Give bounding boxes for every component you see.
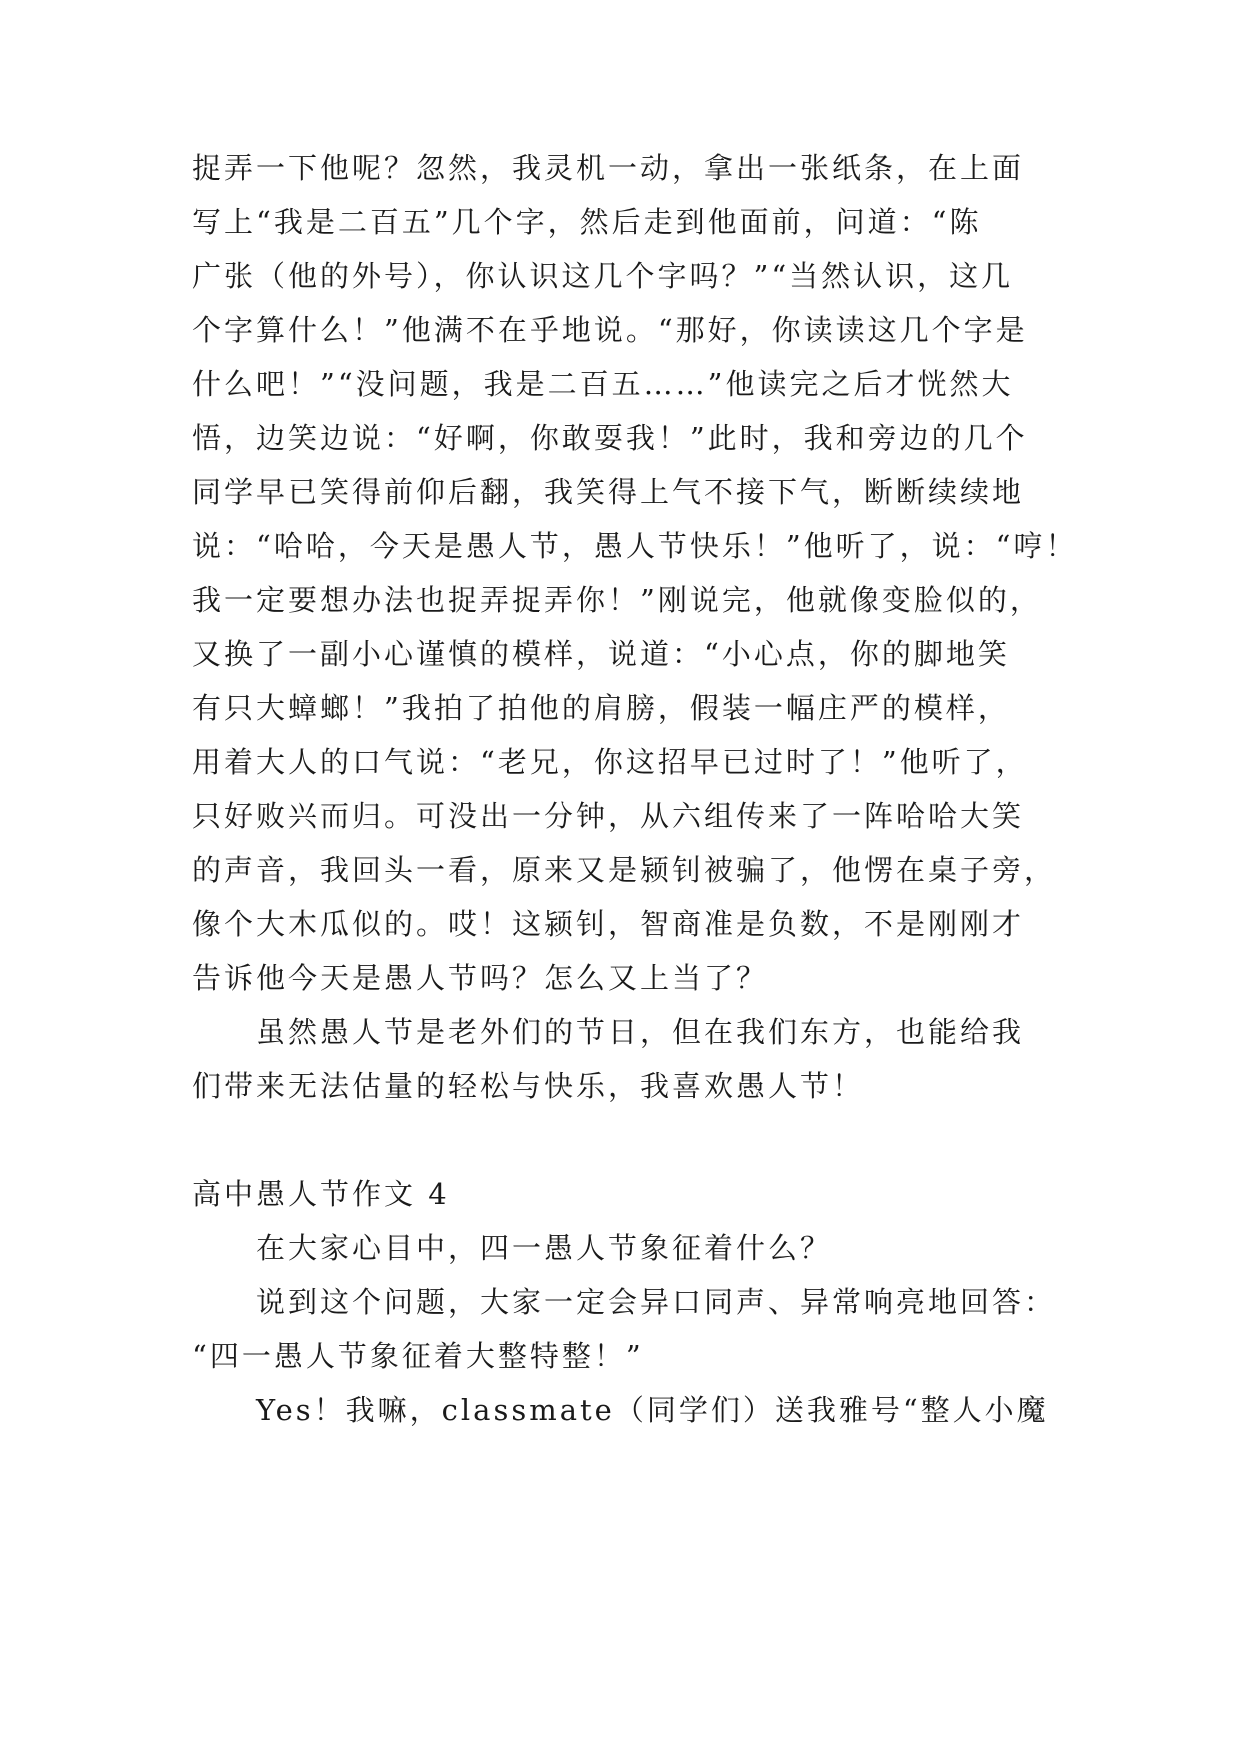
- text-line: 有只大蟑螂！”我拍了拍他的肩膀，假装一幅庄严的模样，: [192, 691, 1010, 725]
- text-line: 广张（他的外号），你认识这几个字吗？”“当然认识，这几: [192, 259, 1014, 293]
- text-line: 我一定要想办法也捉弄捉弄你！”刚说完，他就像变脸似的，: [192, 583, 1042, 617]
- paragraph-start: 虽然愚人节是老外们的节日，但在我们东方，也能给我: [256, 1015, 1025, 1049]
- text-line: 个字算什么！”他满不在乎地说。“那好，你读读这几个字是: [192, 313, 1028, 347]
- section-heading: 高中愚人节作文 4: [192, 1177, 450, 1211]
- text-line: 用着大人的口气说：“老兄，你这招早已过时了！”他听了，: [192, 745, 1028, 779]
- text-line: 悟，边笑边说：“好啊，你敢耍我！”此时，我和旁边的几个: [192, 421, 1028, 455]
- paragraph-start: 说到这个问题，大家一定会异口同声、异常响亮地回答：: [256, 1285, 1057, 1319]
- text-line: 捉弄一下他呢？忽然，我灵机一动，拿出一张纸条，在上面: [192, 151, 1025, 185]
- text-line: 告诉他今天是愚人节吗？怎么又上当了？: [192, 961, 769, 995]
- text-line: 说：“哈哈，今天是愚人节，愚人节快乐！”他听了，说：“哼！: [192, 529, 1078, 563]
- text-line: 同学早已笑得前仰后翻，我笑得上气不接下气，断断续续地: [192, 475, 1025, 509]
- text-line: 只好败兴而归。可没出一分钟，从六组传来了一阵哈哈大笑: [192, 799, 1025, 833]
- text-line: “四一愚人节象征着大整特整！”: [192, 1339, 644, 1373]
- text-line: 又换了一副小心谨慎的模样，说道：“小心点，你的脚地笑: [192, 637, 1010, 671]
- text-line: 什么吧！”“没问题，我是二百五……”他读完之后才恍然大: [192, 367, 1014, 401]
- text-line: 的声音，我回头一看，原来又是颍钊被骗了，他愣在桌子旁，: [192, 853, 1057, 887]
- paragraph-start: Yes！我嘛，classmate（同学们）送我雅号“整人小魔: [256, 1393, 1049, 1427]
- text-line: 像个大木瓜似的。哎！这颍钊，智商准是负数，不是刚刚才: [192, 907, 1025, 941]
- paragraph-start: 在大家心目中，四一愚人节象征着什么？: [256, 1231, 833, 1265]
- text-line: 写上“我是二百五”几个字，然后走到他面前，问道：“陈: [192, 205, 982, 239]
- text-line: 们带来无法估量的轻松与快乐，我喜欢愚人节！: [192, 1069, 865, 1103]
